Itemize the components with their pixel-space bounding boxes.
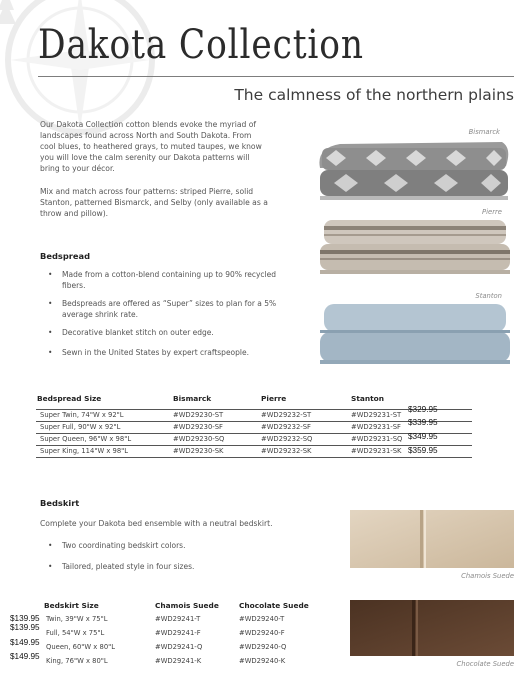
bedskirt-table-header bbox=[40, 598, 310, 612]
chamois-caption: Chamois Suede bbox=[461, 572, 514, 580]
sku-cell: #WD29231-ST bbox=[351, 411, 402, 419]
stanton-caption: Stanton bbox=[475, 292, 502, 300]
bedskirt-bullet: • Tailored, pleated style in four sizes. bbox=[48, 562, 278, 573]
table-row bbox=[40, 612, 310, 626]
column-header: Bismarck bbox=[173, 393, 212, 403]
bedspread-bullet: • Made from a cotton-blend containing up to 90% recycled fibers. bbox=[48, 270, 278, 291]
bedspread-bullet: • Bedspreads are offered as “Super” sizes to plan for a 5% average shrink rate. bbox=[48, 299, 278, 320]
sku-cell: #WD29231-SK bbox=[351, 447, 402, 455]
bedskirt-intro: Complete your Dakota bed ensemble with a neutral bedskirt. bbox=[40, 519, 273, 528]
sku-cell: #WD29230-ST bbox=[173, 411, 224, 419]
price-label: $139.95 bbox=[10, 614, 40, 623]
sku-cell: #WD29231-SF bbox=[351, 423, 401, 431]
pierre-caption: Pierre bbox=[482, 208, 502, 216]
table-row bbox=[36, 409, 472, 421]
bedspread-table bbox=[36, 390, 472, 458]
sku-cell: #WD29232-SK bbox=[261, 447, 312, 455]
sku-cell: #WD29230-SK bbox=[173, 447, 224, 455]
column-header: Pierre bbox=[261, 393, 287, 403]
bedspread-bullet: • Decorative blanket stitch on outer edge. bbox=[48, 328, 278, 339]
sku-cell: #WD29241-F bbox=[155, 629, 201, 637]
pierre-blanket-photo bbox=[316, 216, 512, 278]
sku-cell: #WD29232-SQ bbox=[261, 435, 313, 443]
page-title: Dakota Collection bbox=[38, 22, 364, 68]
table-row bbox=[36, 433, 472, 445]
sku-cell: #WD29240-Q bbox=[239, 643, 287, 651]
patterns-paragraph: Mix and match across four patterns: striped Pierre, solid Stanton, patterned Bismarck, and Selby (only available as a throw and pillow). bbox=[40, 187, 268, 218]
bedspread-table-header bbox=[36, 390, 472, 406]
bedskirt-heading: Bedskirt bbox=[40, 498, 80, 508]
price-label: $339.95 bbox=[408, 418, 438, 427]
column-header: Chocolate Suede bbox=[239, 600, 309, 610]
chamois-suede-photo bbox=[350, 510, 514, 568]
sku-cell: #WD29240-T bbox=[239, 615, 285, 623]
size-cell: Super Twin, 74"W x 92"L bbox=[40, 411, 124, 419]
price-label: $329.95 bbox=[408, 405, 438, 414]
intro-paragraph: Our Dakota Collection cotton blends evoke the myriad of landscapes found across North and South Dakota. From cool blues, to heathered grays, to muted taupes, we know you will love the calm serenity our Dakota patterns will bring to your décor. bbox=[40, 120, 262, 173]
bedskirt-table bbox=[40, 598, 310, 668]
sku-cell: #WD29241-T bbox=[155, 615, 201, 623]
sku-cell: #WD29231-SQ bbox=[351, 435, 403, 443]
table-row bbox=[40, 626, 310, 640]
size-cell: Super Queen, 96"W x 98"L bbox=[40, 435, 132, 443]
price-label: $349.95 bbox=[408, 432, 438, 441]
sku-cell: #WD29241-Q bbox=[155, 643, 203, 651]
bismarck-blanket-photo bbox=[316, 138, 512, 204]
sku-cell: #WD29240-K bbox=[239, 657, 286, 665]
size-cell: Full, 54"W x 75"L bbox=[46, 629, 105, 637]
bismarck-caption: Bismarck bbox=[468, 128, 500, 136]
bedspread-heading: Bedspread bbox=[40, 251, 91, 261]
sku-cell: #WD29232-ST bbox=[261, 411, 312, 419]
sku-cell: #WD29241-K bbox=[155, 657, 202, 665]
bedspread-bullet: • Sewn in the United States by expert craftspeople. bbox=[48, 348, 278, 359]
size-cell: Super Full, 90"W x 92"L bbox=[40, 423, 121, 431]
size-cell: Queen, 60"W x 80"L bbox=[46, 643, 116, 651]
column-header: Chamois Suede bbox=[155, 600, 219, 610]
price-label: $149.95 bbox=[10, 652, 40, 661]
sku-cell: #WD29232-SF bbox=[261, 423, 311, 431]
chocolate-caption: Chocolate Suede bbox=[456, 660, 514, 668]
page-subtitle: The calmness of the northern plains bbox=[234, 86, 514, 104]
size-cell: Super King, 114"W x 98"L bbox=[40, 447, 129, 455]
price-label: $149.95 bbox=[10, 638, 40, 647]
bedskirt-bullet-list bbox=[48, 541, 278, 572]
size-cell: Twin, 39"W x 75"L bbox=[46, 615, 108, 623]
sku-cell: #WD29230-SF bbox=[173, 423, 223, 431]
sku-cell: #WD29230-SQ bbox=[173, 435, 225, 443]
table-row bbox=[36, 421, 472, 433]
table-row bbox=[40, 654, 310, 668]
column-header: Bedspread Size bbox=[37, 393, 102, 403]
column-header: Stanton bbox=[351, 393, 384, 403]
table-row bbox=[40, 640, 310, 654]
price-label: $139.95 bbox=[10, 623, 40, 632]
title-divider bbox=[38, 76, 514, 77]
size-cell: King, 76"W x 80"L bbox=[46, 657, 108, 665]
table-row bbox=[36, 445, 472, 457]
stanton-blanket-photo bbox=[316, 300, 512, 368]
bedskirt-bullet: • Two coordinating bedskirt colors. bbox=[48, 541, 278, 552]
bedspread-bullet-list bbox=[48, 270, 278, 358]
column-header: Bedskirt Size bbox=[44, 600, 99, 610]
price-label: $359.95 bbox=[408, 446, 438, 455]
sku-cell: #WD29240-F bbox=[239, 629, 285, 637]
chocolate-suede-photo bbox=[350, 600, 514, 656]
